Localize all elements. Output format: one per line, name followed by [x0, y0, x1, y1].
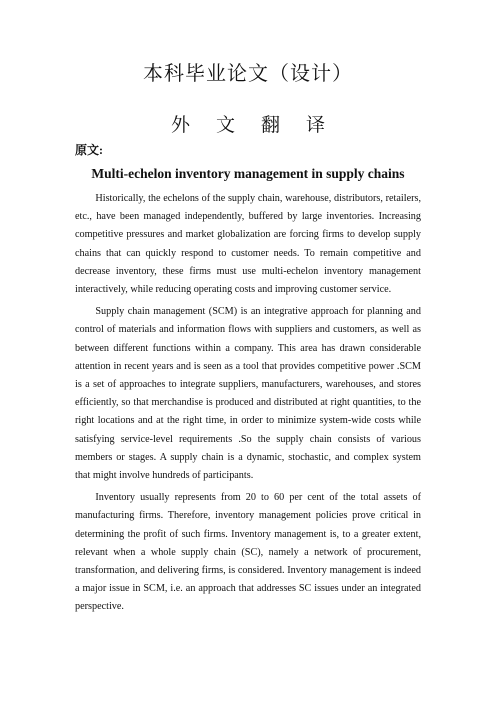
- article-title: Multi-echelon inventory management in supply chains: [91, 166, 405, 181]
- translation-heading-char: 译: [306, 115, 326, 136]
- translation-heading-char: 外: [170, 115, 190, 136]
- thesis-title: 本科毕业论文（设计）: [143, 63, 353, 85]
- paragraph: Historically, the echelons of the supply chain, warehouse, distributors, retailers, etc., have been managed independently, buffered by large inventories. Increasing competitive pressures and market globalization are forcing firms to develop supply chains that can quickly respond to customer needs. To remain competitive and decrease inventory, these firms must use multi-echelon inventory management interactively, while reducing operating costs and improving customer service.: [75, 193, 421, 296]
- article-body: [75, 190, 421, 621]
- translation-heading-char: 文: [215, 115, 235, 136]
- translation-heading: [0, 113, 496, 139]
- paragraph: Inventory usually represents from 20 to 60 per cent of the total assets of manufacturing firms. Therefore, inventory management policies prove critical in determining the profit of such firms. Inventory management is, to a greater extent, relevant when a whole supply chain (SC), namely a network of procurement, transformation, and delivering firms, is considered. Inventory management is indeed a major issue in SCM, i.e. an approach that addresses SC issues under an integrated perspective.: [75, 492, 421, 613]
- paragraph: Supply chain management (SCM) is an integrative approach for planning and control of materials and information flows with suppliers and customers, as well as between different functions within a company. This area has drawn considerable attention in recent years and is seen as a tool that provides competitive power .SCM is a set of approaches to integrate suppliers, manufacturers, warehouses, and stores efficiently, so that merchandise is produced and distributed at right quantities, to the right locations and at the right time, in order to minimize system-wide costs while satisfying service-level requirements .So the supply chain consists of various members or stages. A supply chain is a dynamic, stochastic, and complex system that might involve hundreds of participants.: [75, 306, 421, 482]
- translation-heading-char: 翻: [261, 115, 281, 136]
- original-text-label: 原文:: [75, 143, 103, 157]
